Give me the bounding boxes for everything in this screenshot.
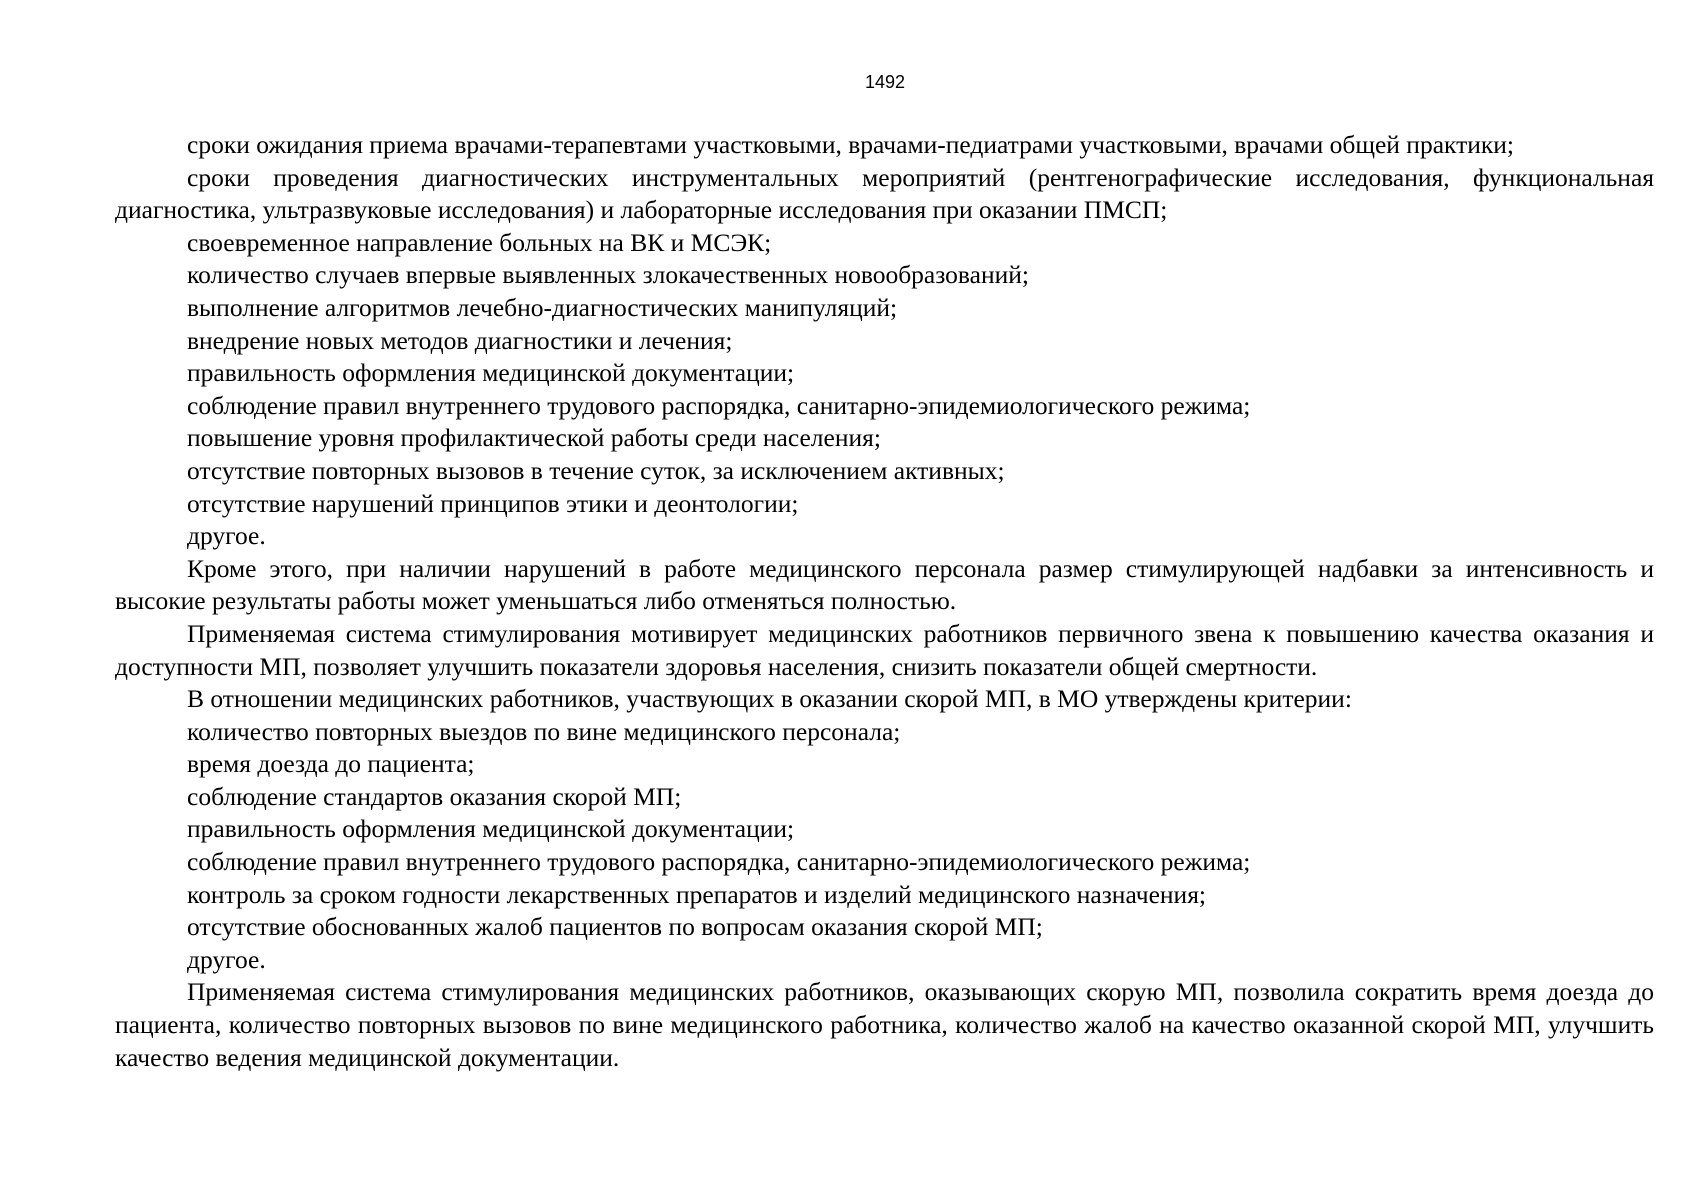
paragraph-other-2: другое. [187, 944, 266, 974]
paragraph-arrival-time: время доезда до пациента; [187, 749, 475, 779]
document-body [115, 129, 1654, 1074]
paragraph-waiting-times: сроки ожидания приема врачами-терапевтами участковыми, врачами-педиатрами участковыми, врачами общей практики; [187, 130, 1514, 159]
paragraph-emergency-incentive: Применяемая система стимулирования медицинских работников, оказывающих скорую МП, позволила сократить время доезда до пациента, количество повторных вызовов по вине медицинского работника, количество жалоб на качество оказанной скорой МП, улучшить качество ведения медицинской документации. [115, 977, 1654, 1072]
paragraph-expiry-control: контроль за сроком годности лекарственных препаратов и изделий медицинского назначения; [187, 879, 1207, 909]
paragraph-oncology-cases: количество случаев впервые выявленных злокачественных новообразований; [187, 260, 1029, 290]
page-number: 1492 [864, 72, 906, 92]
paragraph-repeat-trips: количество повторных выездов по вине медицинского персонала; [187, 716, 901, 746]
paragraph-documentation: правильность оформления медицинской документации; [187, 358, 795, 388]
paragraph-internal-rules: соблюдение правил внутреннего трудового распорядка, санитарно-эпидемиологического режима; [187, 390, 1251, 420]
paragraph-primary-incentive: Применяемая система стимулирования мотивирует медицинских работников первичного звена к повышению качества оказания и доступности МП, позволяет улучшить показатели здоровья населения, снизить показатели общей смертности. [115, 618, 1654, 681]
paragraph-other-1: другое. [187, 521, 266, 551]
paragraph-referral: своевременное направление больных на ВК и МСЭК; [187, 227, 772, 257]
paragraph-algorithms: выполнение алгоритмов лечебно-диагностических манипуляций; [187, 292, 898, 322]
paragraph-repeat-calls: отсутствие повторных вызовов в течение суток, за исключением активных; [187, 455, 1005, 485]
paragraph-standards: соблюдение стандартов оказания скорой МП; [187, 781, 682, 811]
paragraph-violations: Кроме этого, при наличии нарушений в работе медицинского персонала размер стимулирующей надбавки за интенсивность и высокие результаты работы может уменьшаться либо отменяться полностью. [115, 553, 1654, 616]
paragraph-documentation-2: правильность оформления медицинской документации; [187, 814, 795, 844]
paragraph-diagnostics-times: сроки проведения диагностических инструментальных мероприятий (рентгенографические исследования, функциональная диагностика, ультразвуковые исследования) и лабораторные исследования при оказании ПМСП; [115, 162, 1654, 225]
paragraph-prevention: повышение уровня профилактической работы среди населения; [187, 423, 881, 453]
paragraph-internal-rules-2: соблюдение правил внутреннего трудового распорядка, санитарно-эпидемиологического режима; [187, 847, 1251, 877]
paragraph-ethics: отсутствие нарушений принципов этики и деонтологии; [187, 488, 799, 518]
paragraph-emergency-criteria-intro: В отношении медицинских работников, участвующих в оказании скорой МП, в МО утверждены критерии: [187, 684, 1352, 714]
paragraph-complaints: отсутствие обоснованных жалоб пациентов по вопросам оказания скорой МП; [187, 912, 1043, 942]
paragraph-new-methods: внедрение новых методов диагностики и лечения; [187, 325, 733, 355]
